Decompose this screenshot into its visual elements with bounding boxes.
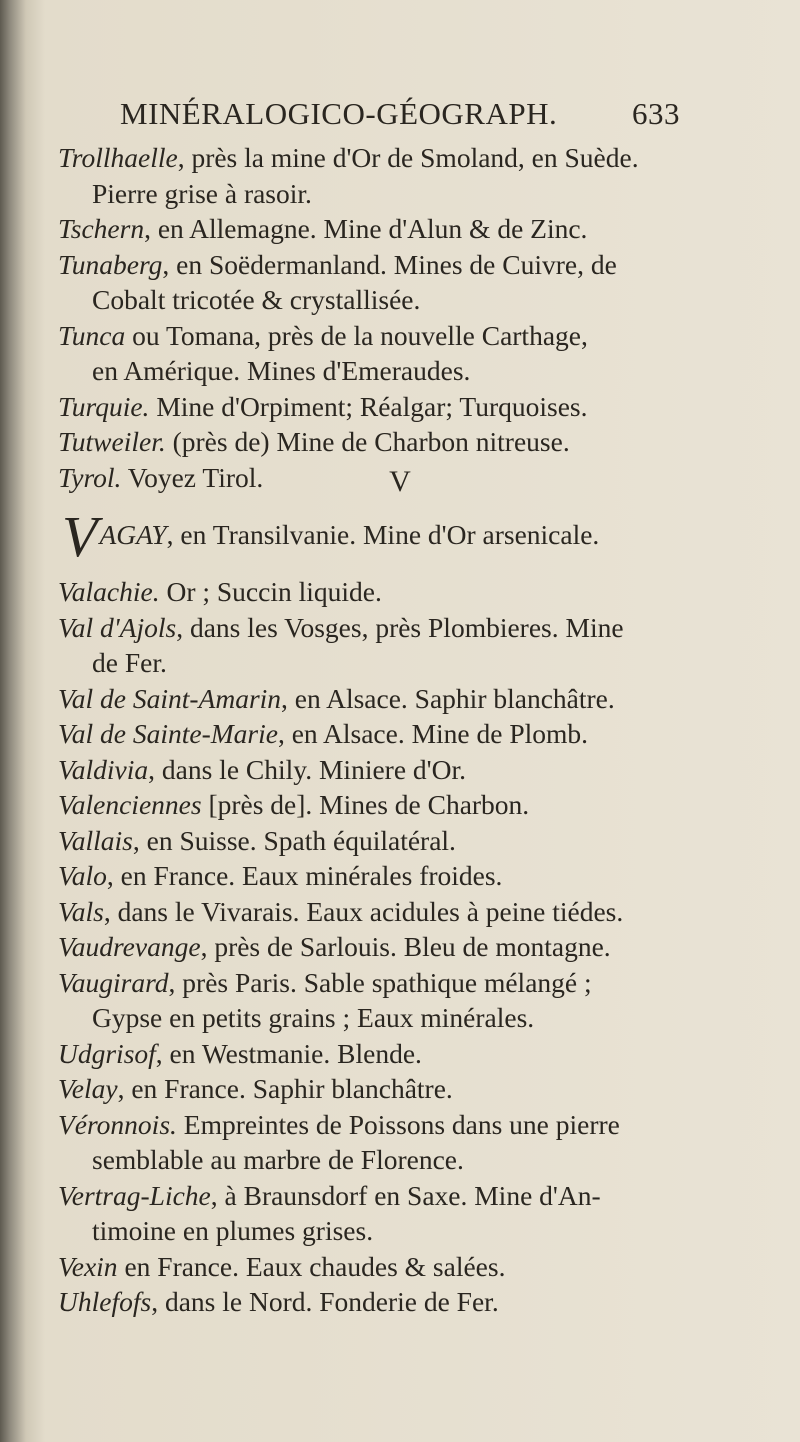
entry-continuation: timoine en plumes grises. (92, 1215, 374, 1246)
entry (58, 1178, 758, 1214)
entry-text: , à Braunsdorf en Saxe. Mine d'An- (210, 1179, 601, 1211)
entry-name: Valdivia (58, 753, 149, 785)
entry-text: , dans le Nord. Fonderie de Fer. (151, 1286, 499, 1317)
entry (58, 894, 758, 930)
entry-continuation: en Amérique. Mines d'Emeraudes. (92, 355, 471, 386)
entry-text: , en Alsace. Mine de Plomb. (277, 718, 589, 749)
entry-text: , près Paris. Sable spathique mélangé ; (168, 966, 592, 998)
entry (58, 858, 758, 894)
entry-text: , en Westmanie. Blende. (155, 1037, 422, 1069)
entry (58, 1036, 758, 1072)
entry-text: Mine d'Orpiment; Réalgar; Turquoises. (149, 390, 588, 422)
entry-name: Tschern (58, 213, 145, 244)
entry (58, 823, 758, 859)
entry-name: Véronnois. (58, 1108, 177, 1140)
entry-vagay (62, 504, 600, 569)
entry-text: [près de]. Mines de Charbon. (201, 789, 530, 820)
entry-text: Empreintes de Poissons dans une pierre (176, 1108, 620, 1140)
entry-text: , en Allemagne. Mine d'Alun & de Zinc. (144, 213, 588, 244)
entry-text: , dans le Chily. Miniere d'Or. (148, 753, 466, 785)
entry (58, 681, 758, 717)
entry-text: , dans le Vivarais. Eaux acidules à peine tiédes. (103, 895, 624, 927)
entry-text: , près de Sarlouis. Bleu de montagne. (200, 931, 611, 962)
entry (58, 1284, 758, 1320)
drop-cap: V (62, 504, 98, 569)
entry-name: Uhlefofs (58, 1286, 152, 1317)
entry (58, 1107, 758, 1143)
entry-name: Valenciennes (58, 789, 202, 820)
entry (58, 787, 758, 823)
entry-name: Vallais (58, 824, 133, 856)
entry-text: , en Alsace. Saphir blanchâtre. (281, 682, 615, 714)
entry-name: Vertrag-Liche (58, 1179, 211, 1211)
section-heading-v: V (389, 465, 411, 498)
entry-continuation: Cobalt tricotée & crystallisée. (92, 284, 421, 315)
entry-name: Val d'Ajols (58, 611, 177, 643)
entry (58, 1249, 758, 1285)
entries-list-t (58, 140, 758, 495)
entry (58, 716, 758, 752)
entry-name: Vaugirard (58, 966, 169, 998)
entry-name: Valachie. (58, 576, 160, 607)
entry-text: , près la mine d'Or de Smoland, en Suède. (177, 142, 639, 173)
entry-text: (près de) Mine de Charbon nitreuse. (165, 426, 570, 457)
entry-name: Valo (58, 860, 107, 891)
entry-text: , en France. Saphir blanchâtre. (117, 1073, 453, 1104)
entry-text: , en Suisse. Spath équilatéral. (132, 824, 456, 856)
entry (58, 211, 758, 247)
entry (58, 140, 758, 176)
entry-continuation: de Fer. (92, 647, 167, 678)
entry (58, 389, 758, 425)
entry (58, 574, 758, 610)
entry (58, 929, 758, 965)
entry-name: Tunca (58, 319, 126, 351)
entry (58, 424, 758, 460)
entry-name: Trollhaelle (58, 142, 178, 173)
entry-name: AGAY (99, 519, 167, 550)
entries-list-v (58, 574, 758, 1320)
entry-text: ou Tomana, près de la nouvelle Carthage, (125, 319, 588, 351)
running-header (120, 96, 680, 132)
entry (58, 1071, 758, 1107)
entry-text: en France. Eaux chaudes & salées. (117, 1250, 506, 1282)
entry-name: Tyrol. (58, 461, 122, 493)
entry-text: Voyez Tirol. (121, 461, 264, 493)
entry-name: Tunaberg (58, 248, 163, 280)
entry (58, 318, 758, 354)
entry-text: , dans les Vosges, près Plombieres. Mine (176, 611, 624, 643)
entry-name: Turquie. (58, 390, 150, 422)
entry-name: Velay (58, 1073, 118, 1104)
entry-text: , en France. Eaux minérales froides. (106, 860, 503, 891)
entry-name: Vals (58, 895, 104, 927)
running-title: MINÉRALOGICO-GÉOGRAPH. (120, 96, 558, 131)
entry-text: , en Soëdermanland. Mines de Cuivre, de (162, 248, 617, 280)
entry (58, 752, 758, 788)
entry-name: Tutweiler. (58, 426, 166, 457)
entry-name: Vaudrevange (58, 931, 201, 962)
entry-text: , en Transilvanie. Mine d'Or arsenicale. (166, 519, 600, 550)
entry-continuation: Gypse en petits grains ; Eaux minérales. (92, 1002, 535, 1033)
entry (58, 247, 758, 283)
entry-name: Val de Saint-Amarin (58, 682, 282, 714)
entry-name: Udgrisof (58, 1037, 156, 1069)
entry-continuation: semblable au marbre de Florence. (92, 1144, 464, 1175)
entry (58, 965, 758, 1001)
entry (58, 610, 758, 646)
entry-name: Vexin (58, 1250, 118, 1282)
page-number: 633 (632, 96, 680, 131)
entry-text: Or ; Succin liquide. (159, 576, 382, 607)
entry-continuation: Pierre grise à rasoir. (92, 177, 312, 209)
entry-name: Val de Sainte-Marie (58, 718, 278, 749)
